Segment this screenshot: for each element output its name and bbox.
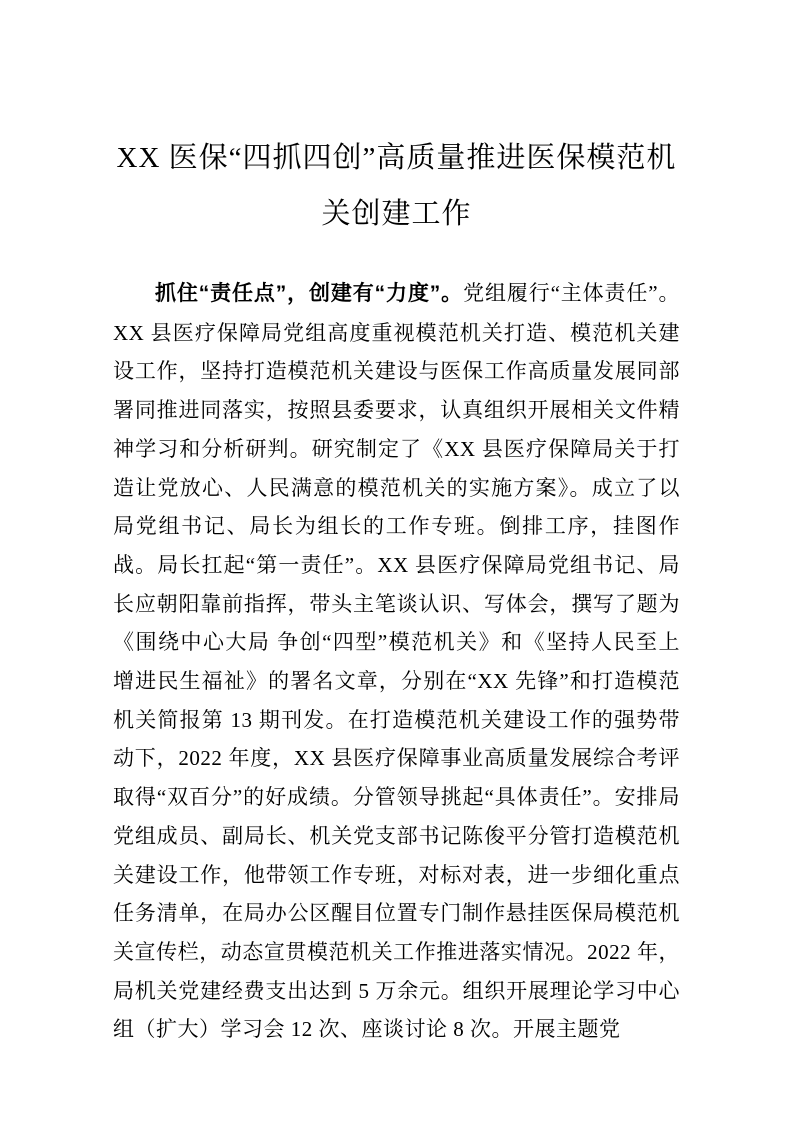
text-run-normal-4: XX 县医疗保障局党组书记、局长应朝阳靠前指挥，带头主笔谈认识、写体会，撰写了题为《围绕中心大局 争创“四型”模范机关》和《坚持人民至上 增进民生福祉》的署名文章，分别在“XX 先锋”和打造模范机关简报第 13 期刊发。在打造模范机关建设工作的强势带动下，2022 年度，XX 县医疗保障事业高质量发展综合考评取得“双百分”的好成绩。 [113, 552, 680, 810]
text-run-normal-6: 安排局党组成员、副局长、机关党支部书记陈俊平分管打造模范机关建设工作，他带领工作专班，对标对表，进一步细化重点任务清单，在局办公区醒目位置专门制作悬挂医保局模范机关宣传栏，动态宣贯模范机关工作推进落实情况。2022 年，局机关党建经费支出达到 5 万余元。组织开展理论学习中心组（扩大）学习会 12 次、座谈讨论 8 次。开展主题党 [113, 785, 680, 1042]
text-run-emphasis-5: 分管领导挑起“具体责任”。 [352, 785, 615, 810]
document-title [113, 130, 680, 242]
title-line-2: 关创建工作 [321, 198, 472, 230]
body-paragraph [113, 274, 680, 1049]
text-run-bold-0: 抓住“责任点”，创建有“力度”。 [155, 282, 464, 305]
title-line-1: XX 医保“四抓四创”高质量推进医保模范机 [116, 142, 677, 174]
text-run-normal-2: XX 县医疗保障局党组高度重视模范机关打造、模范机关建设工作，坚持打造模范机关建设与医保工作高质量发展同部署同推进同落实，按照县委要求，认真组织开展相关文件精神学习和分析研判。研究制定了《XX 县医疗保障局关于打造让党放心、人民满意的模范机关的实施方案》。成立了以局党组书记、局长为组长的工作专班。倒排工序，挂图作战。 [113, 320, 680, 577]
text-run-emphasis-3: 局长扛起“第一责任”。 [157, 552, 378, 577]
text-run-emphasis-1: 党组履行“主体责任”。 [463, 281, 680, 305]
